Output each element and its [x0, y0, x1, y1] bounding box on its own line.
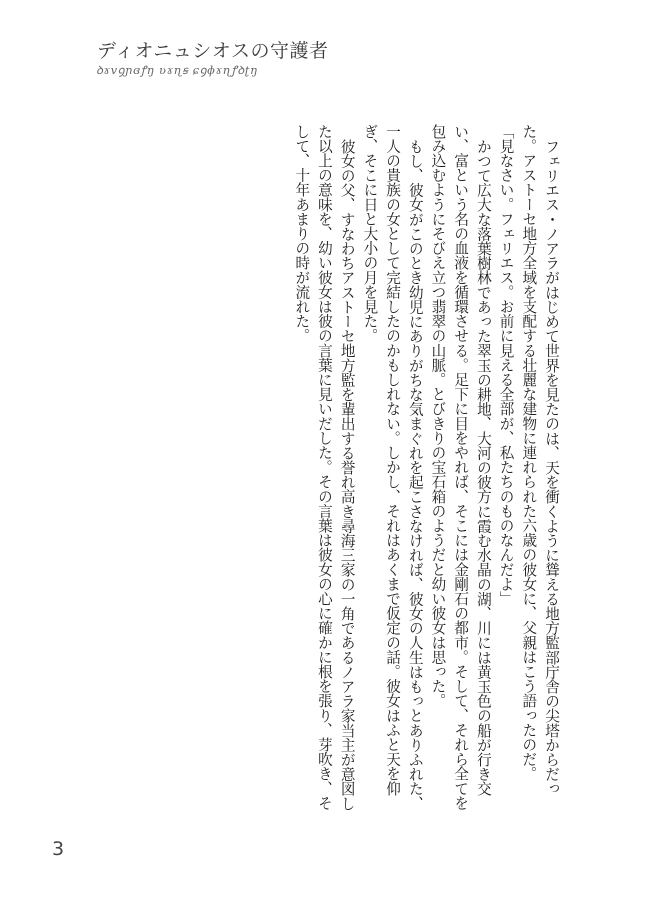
running-header-script: ꝺɤvꝯɲɞꝭŋ ʋɤɳꞩ ɕꝯɸɤɳꝭꝺʈŋ [96, 63, 258, 77]
novel-body-text [158, 124, 562, 814]
paragraph-4: もし、彼女がこのとき幼児にありがちな気まぐれを起こさなければ、彼女の人生はもっとありふれた、一人の貴族の女として完結したのかもしれない。しかし、それはあくまで仮定の話。彼女はふと天を仰ぎ、そこに日と大小の月を見た。 [361, 124, 424, 811]
paragraph-1: フェリエス・ノアラがはじめて世界を見たのは、天を衝くように聳える地方監部庁舎の尖塔からだった。アストーセ地方全域を支配する壮麗な建物に連れられた六歳の彼女に、父親はこう語ったのだ。 [520, 124, 560, 796]
paragraph-5: 彼女の父、すなわちアストーセ地方監を輩出する誉れ高き尋海三家の一角であるノアラ家当主が意図した以上の意味を、幼い彼女は彼の言葉に見いだした。その言葉は彼女の心に確かに根を張り、芽吹き、そして、十年あまりの時が流れた。 [293, 124, 356, 811]
running-header-title: ディオニュシオスの守護者 [97, 40, 329, 62]
paragraph-3: かつて広大な落葉樹林であった翠玉の耕地、大河の彼方に霞む水晶の湖、川には黄玉色の船が行き交い、富という名の血液を循環させる。足下に目をやれば、そこには金剛石の都市。そして、それら全てを包み込むようにそびえ立つ翡翠の山脈。とびきりの宝石箱のようだと幼い彼女は思った。 [429, 124, 492, 811]
page-number: 3 [52, 838, 65, 860]
paragraph-2-dialogue: 「見なさい。フェリエス。お前に見える全部が、私たちのものなんだよ」 [497, 124, 515, 606]
